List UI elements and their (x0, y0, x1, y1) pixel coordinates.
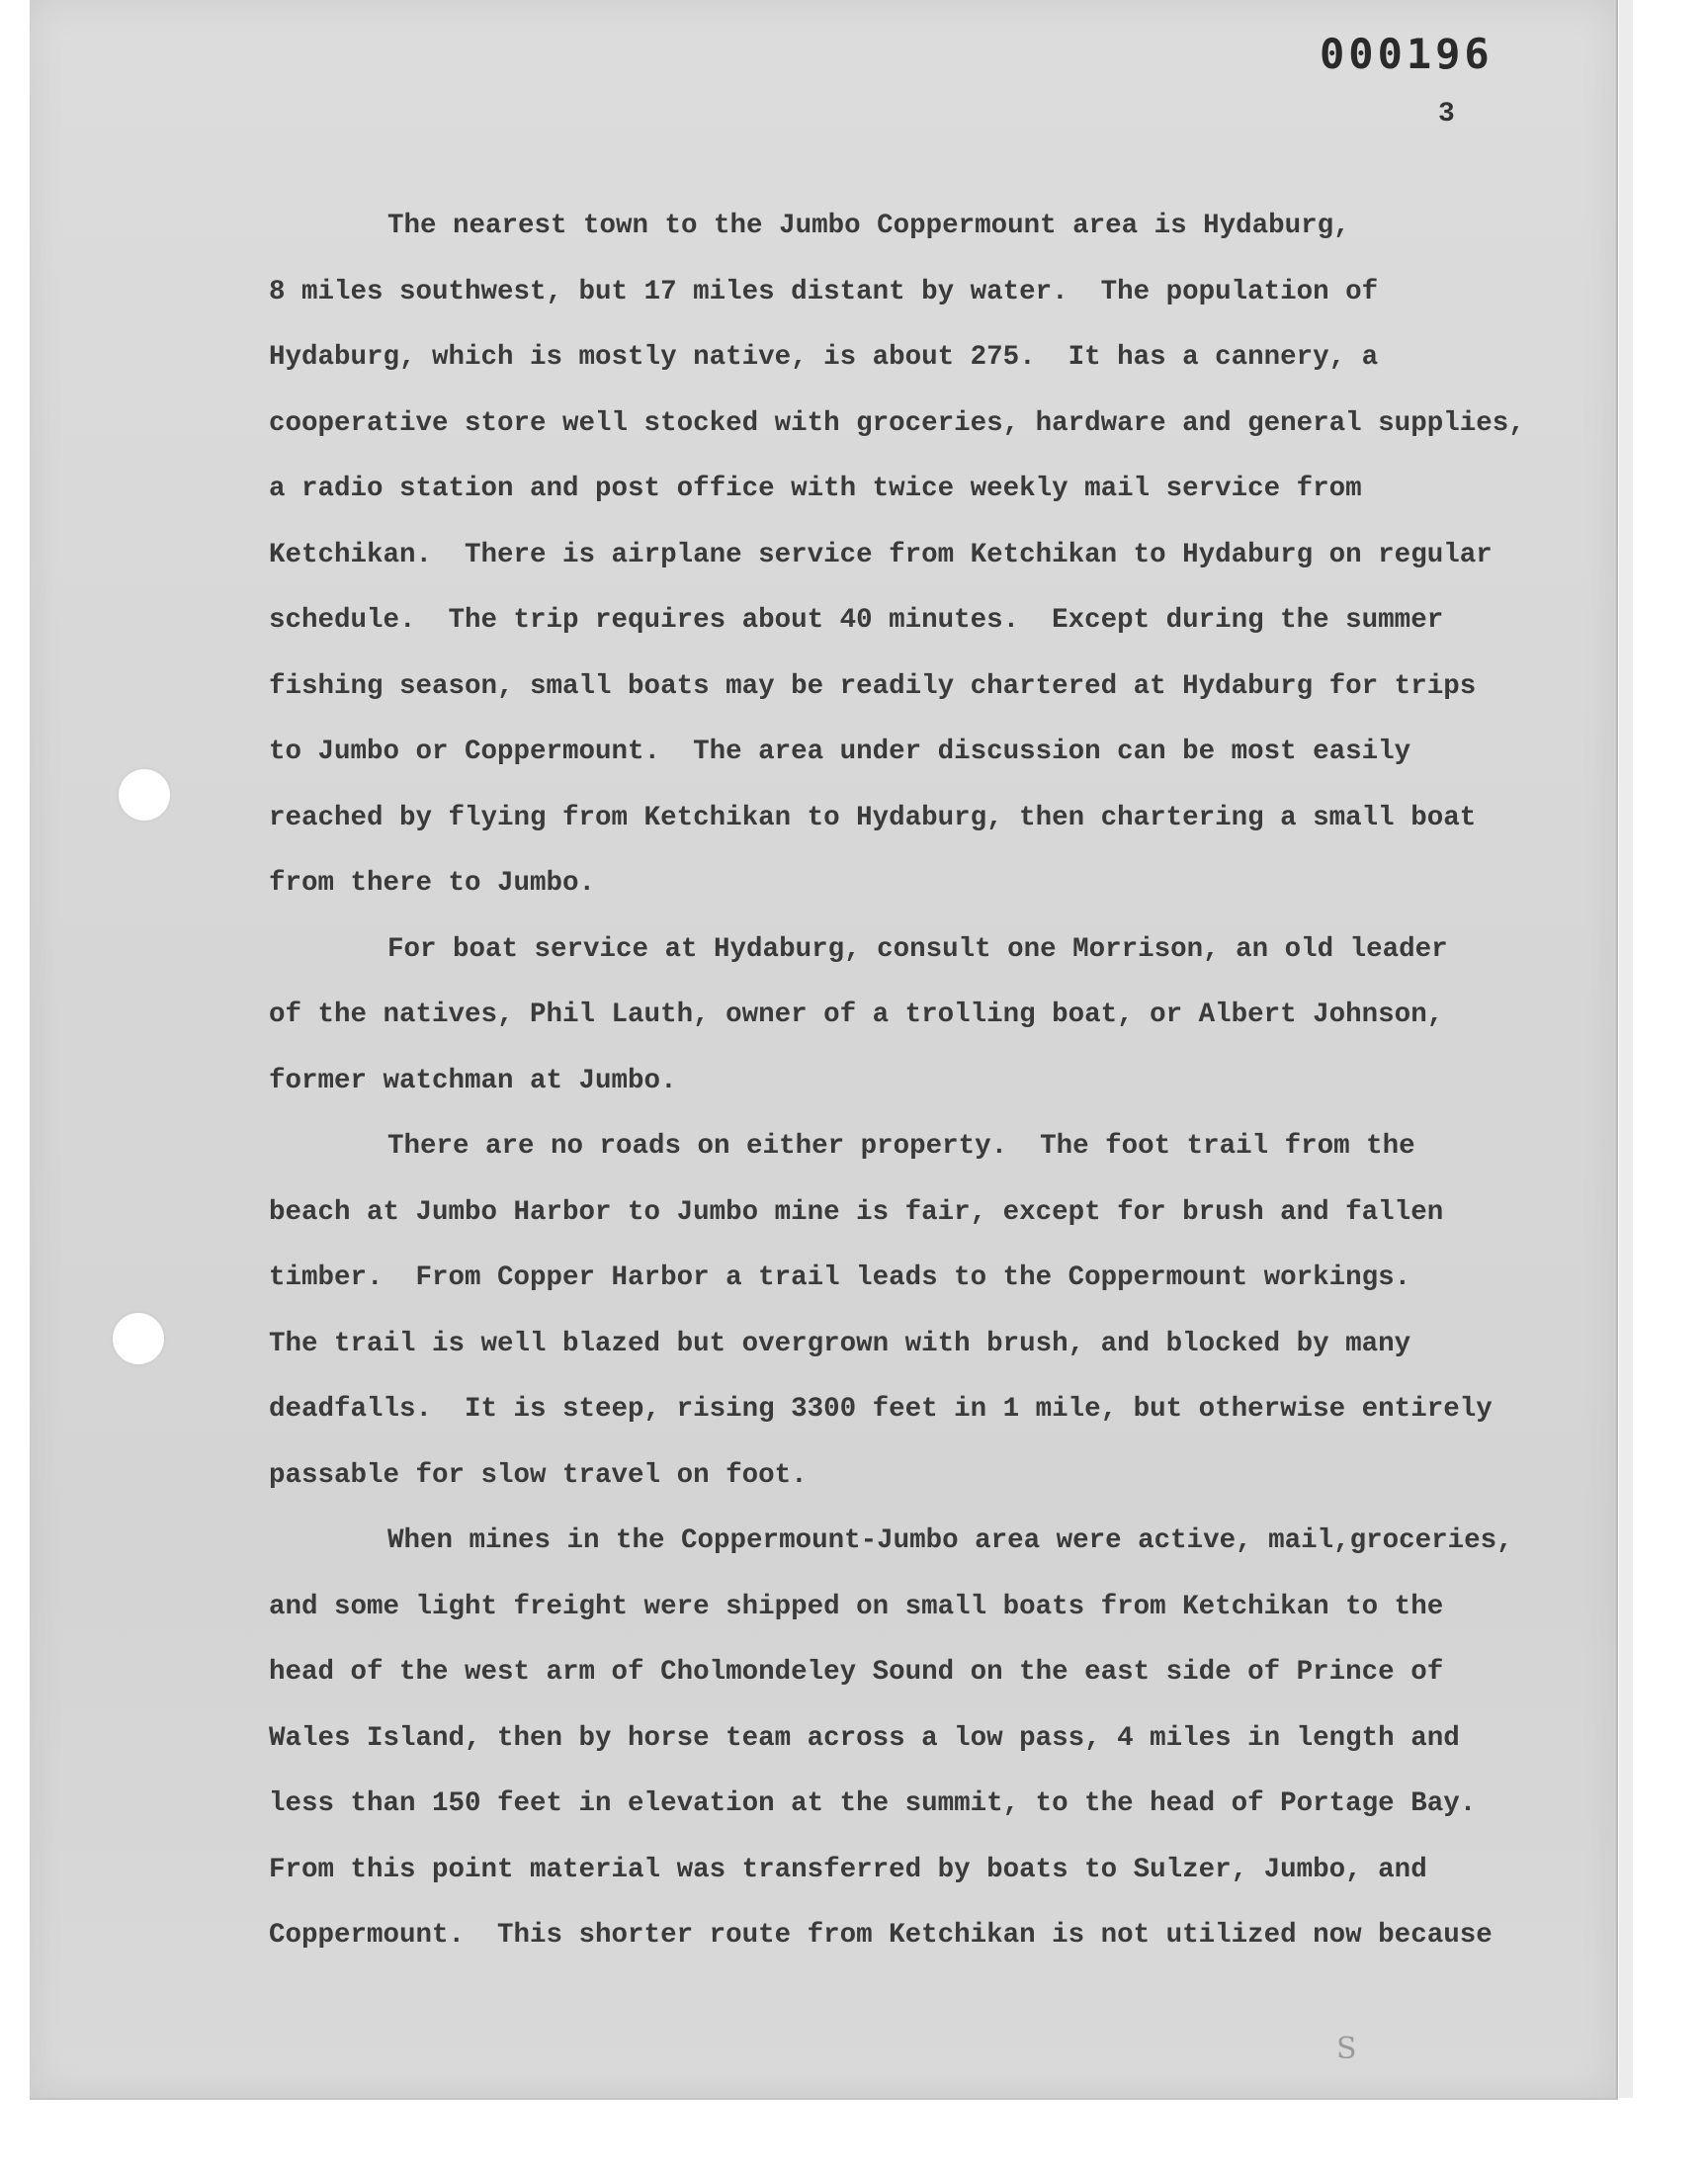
text-line: 8 miles southwest, but 17 miles distant by water. The population of (269, 276, 1379, 307)
binding-edge (1619, 0, 1633, 2098)
text-line: Hydaburg, which is mostly native, is about 275. It has a cannery, a (269, 342, 1379, 373)
text-line: head of the west arm of Cholmondeley Sound on the east side of Prince of (269, 1657, 1444, 1688)
document-number: 000196 (1320, 30, 1494, 78)
paragraph-shipping-route (269, 1509, 1554, 1969)
text-line: timber. From Copper Harbor a trail leads to the Coppermount workings. (269, 1262, 1411, 1293)
text-line: a radio station and post office with twice weekly mail service from (269, 474, 1362, 504)
paragraph-hydaburg (269, 194, 1554, 917)
text-line: From this point material was transferred by boats to Sulzer, Jumbo, and (269, 1854, 1427, 1885)
text-line: Wales Island, then by horse team across a low pass, 4 miles in length and (269, 1722, 1460, 1754)
page-number: 3 (1438, 99, 1455, 130)
text-line: less than 150 feet in elevation at the summit, to the head of Portage Bay. (269, 1788, 1477, 1819)
paragraph-roads-trails (269, 1114, 1554, 1509)
text-line: The nearest town to the Jumbo Coppermount area is Hydaburg, (387, 211, 1350, 241)
text-line: For boat service at Hydaburg, consult one Morrison, an old leader (387, 933, 1448, 965)
text-line: schedule. The trip requires about 40 minutes. Except during the summer (269, 605, 1444, 636)
text-line: There are no roads on either property. The foot trail from the (387, 1131, 1415, 1162)
body-text (269, 194, 1554, 1969)
paragraph-boat-service (269, 917, 1554, 1115)
text-line: The trail is well blazed but overgrown with brush, and blocked by many (269, 1328, 1411, 1359)
text-line: Ketchikan. There is airplane service from Ketchikan to Hydaburg on regular (269, 539, 1493, 570)
text-line: fishing season, small boats may be readily chartered at Hydaburg for trips (269, 670, 1477, 702)
punch-hole (119, 769, 170, 821)
text-line: cooperative store well stocked with groceries, hardware and general supplies, (269, 407, 1525, 439)
text-line: When mines in the Coppermount-Jumbo area were active, mail,groceries, (387, 1525, 1513, 1556)
punch-hole (113, 1313, 164, 1364)
text-line: reached by flying from Ketchikan to Hydaburg, then chartering a small boat (269, 802, 1477, 833)
text-line: passable for slow travel on foot. (269, 1459, 808, 1491)
text-line: of the natives, Phil Lauth, owner of a trolling boat, or Albert Johnson, (269, 1000, 1444, 1030)
text-line: Coppermount. This shorter route from Ketchikan is not utilized now because (269, 1920, 1493, 1951)
text-line: from there to Jumbo. (269, 868, 596, 899)
text-line: beach at Jumbo Harbor to Jumbo mine is fair, except for brush and fallen (269, 1196, 1444, 1228)
corner-mark: S (1336, 2032, 1357, 2066)
text-line: deadfalls. It is steep, rising 3300 feet in 1 mile, but otherwise entirely (269, 1394, 1493, 1425)
text-line: and some light freight were shipped on small boats from Ketchikan to the (269, 1591, 1444, 1622)
text-line: to Jumbo or Coppermount. The area under discussion can be most easily (269, 737, 1411, 767)
text-line: former watchman at Jumbo. (269, 1065, 677, 1096)
